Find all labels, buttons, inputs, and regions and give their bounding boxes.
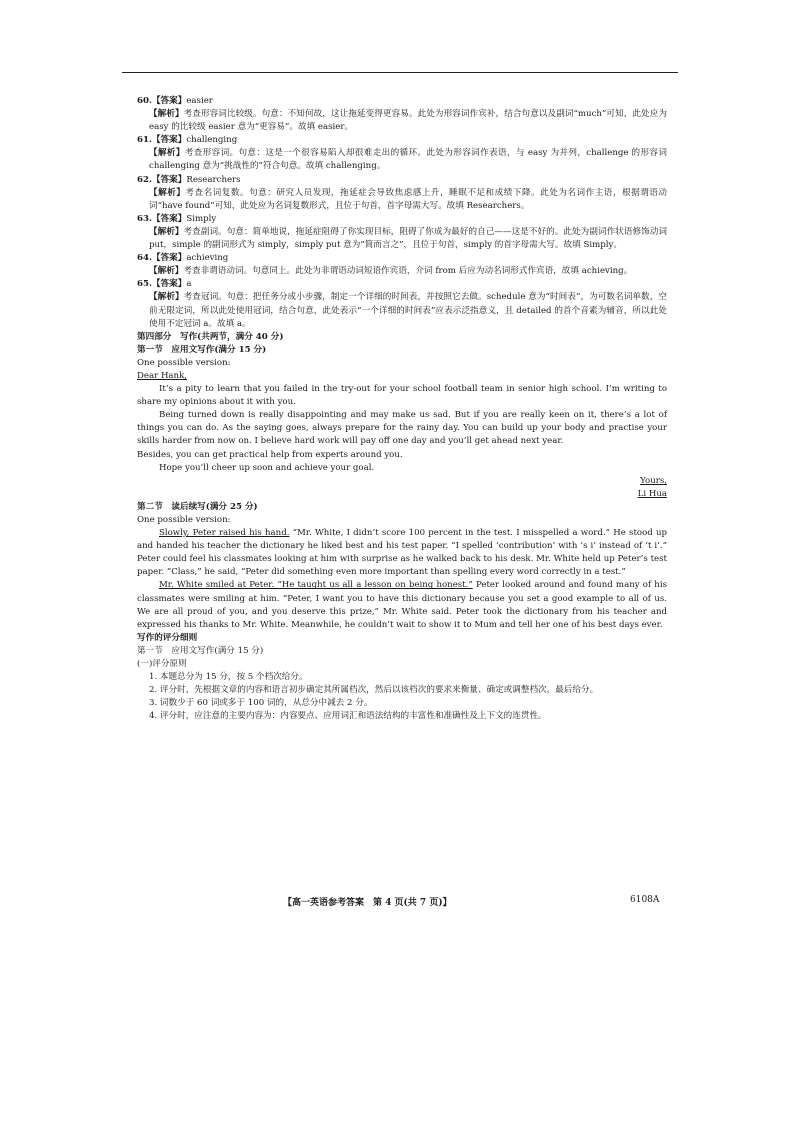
section2-title: 第二节 读后续写(满分 25 分) — [137, 501, 258, 512]
footer-paper-code: 6108A — [630, 895, 660, 905]
letter-possible-version: One possible version: — [137, 357, 231, 368]
part4-title: 第四部分 写作(共两节，满分 40 分) — [137, 331, 284, 342]
answer-value: a — [186, 279, 192, 290]
answer-value: easier — [186, 96, 213, 106]
scoring-rule: 1. 本题总分为 15 分，按 5 个档次给分。 — [149, 672, 308, 683]
answer-explanation: 【解析】考查形容词。句意：这是一个很容易陷入却很难走出的循环。此处为形容词作表语，与 easy 为并列，challenge 的形容词 challenging 意为“挑战性的”符合句意。故填 challenging。 — [149, 148, 667, 172]
letter-salutation: Dear Hank, — [137, 370, 188, 381]
answer-item-head: 63.【答案】Simply — [137, 213, 217, 224]
continuation-possible-version: One possible version: — [137, 515, 231, 525]
letter-signature: Li Hua — [637, 488, 667, 499]
answer-items — [137, 95, 667, 331]
letter-paragraph-3: Besides, you can get practical help from experts around you. — [137, 449, 403, 460]
scoring-rule: 2. 评分时，先根据文章的内容和语言初步确定其所属档次，然后以该档次的要求来衡量、确定或调整档次，最后给分。 — [149, 685, 599, 696]
letter-paragraph-2: Being turned down is really disappointing and may make us sad. But if you are really keen on it, there’s a lot of things you can do. As the saying goes, always prepare for the rainy day. You can build up your body and practise your skills harder from now on. I believe hard work will pay off one day and you’ll get ahead next year. — [137, 410, 667, 447]
scoring-section: 第一节 应用文写作(满分 15 分) — [137, 645, 264, 656]
continuation-paragraph-2: Mr. White smiled at Peter. “He taught us all a lesson on being honest.” Peter looked around and found many of his classmates were smiling at him. “Peter, I want you to have this dictionary because you set a good example to all of us. We are all proud of you, and you deserve this prize,” Mr. White said. Peter took the dictionary from his teacher and expressed his thanks to Mr. White. Meanwhile, he couldn’t wait to show it to Mum and tell her one of his best days ever. — [137, 580, 667, 630]
scoring-principle: (一)评分原则 — [137, 659, 187, 670]
continuation-lead-sentence-1: Slowly, Peter raised his hand. — [159, 528, 290, 539]
footer-page-label: 【高一英语参考答案 第 4 页(共 7 页)】 — [283, 898, 452, 908]
answer-value: achieving — [186, 253, 229, 264]
answer-explanation: 【解析】考查名词复数。句意：研究人员发现，拖延症会导致焦虑感上升，睡眠不足和成绩下降。此处为名词作主语，根据谓语动词“have found”可知，此处应为名词复数形式，且位于句首，首字母需大写。故填 Researchers。 — [149, 187, 667, 211]
scoring-title: 写作的评分细则 — [137, 632, 198, 643]
answer-value: Simply — [186, 213, 217, 224]
answer-item-head: 60.【答案】easier — [137, 96, 213, 106]
answer-explanation: 【解析】考查形容词比较级。句意：不知何故，这让拖延变得更容易。此处为形容词作宾补，结合句意以及副词“much”可知，此处应为 easy 的比较级 easier 意为“更容易”。故填 easier。 — [149, 109, 667, 133]
header-rule — [122, 72, 678, 73]
answer-item-head: 61.【答案】challenging — [137, 135, 238, 146]
section1-title: 第一节 应用文写作(满分 15 分) — [137, 344, 267, 355]
continuation-paragraph-1: Slowly, Peter raised his hand. “Mr. White, I didn’t score 100 percent in the test. I misspelled a word.” He stood up and handed his teacher the dictionary he liked best and his test paper. “I spelled ‘contribution’ with ‘s i’ instead of ‘t i’.” Peter could feel his classmates looking at him with surprise as he walked back to his desk. Mr. White held up Peter’s test paper. “Class,” he said, “Peter did something even more important than spelling every word correctly in a test.” — [137, 528, 667, 578]
page-content — [137, 95, 667, 724]
answer-item-head: 64.【答案】achieving — [137, 253, 229, 264]
answer-explanation: 【解析】考查冠词。句意：把任务分成小步骤，制定一个详细的时间表，并按照它去做。schedule 意为“时间表”，为可数名词单数，空前无限定词，所以此处使用冠词，结合句意，此处表示“一个详细的时间表”应表示泛指意义，且 detailed 的首个音素为辅音，所以此处使用不定冠词 a。故填 a。 — [149, 292, 667, 329]
answer-explanation: 【解析】考查副词。句意：简单地说，拖延症阻碍了你实现目标，阻碍了你成为最好的自己——这是不好的。此处为副词作状语修饰动词 put，simple 的副词形式为 simply，simply put 意为“简而言之”，且位于句首，simply 的首字母需大写。故填 Simply。 — [149, 226, 667, 251]
letter-closing: Yours, — [640, 475, 667, 486]
answer-value: Researchers — [186, 174, 241, 185]
letter-paragraph-1: It’s a pity to learn that you failed in the try-out for your school football team in senior high school. I’m writing to share my opinions about it with you. — [137, 384, 667, 408]
continuation-lead-sentence-2: Mr. White smiled at Peter. “He taught us all a lesson on being honest.” — [159, 580, 473, 591]
answer-item-head: 65.【答案】a — [137, 279, 192, 290]
scoring-rule: 3. 词数少于 60 词或多于 100 词的，从总分中减去 2 分。 — [149, 698, 373, 709]
scoring-rule: 4. 评分时，应注意的主要内容为：内容要点、应用词汇和语法结构的丰富性和准确性及上下文的连贯性。 — [149, 711, 547, 722]
answer-value: challenging — [186, 135, 238, 146]
answer-explanation: 【解析】考查非谓语动词。句意同上。此处为非谓语动词短语作宾语，介词 from 后应为动名词形式作宾语，故填 achieving。 — [149, 266, 633, 277]
answer-item-head: 62.【答案】Researchers — [137, 174, 241, 185]
letter-paragraph-4: Hope you’ll cheer up soon and achieve your goal. — [159, 462, 375, 473]
